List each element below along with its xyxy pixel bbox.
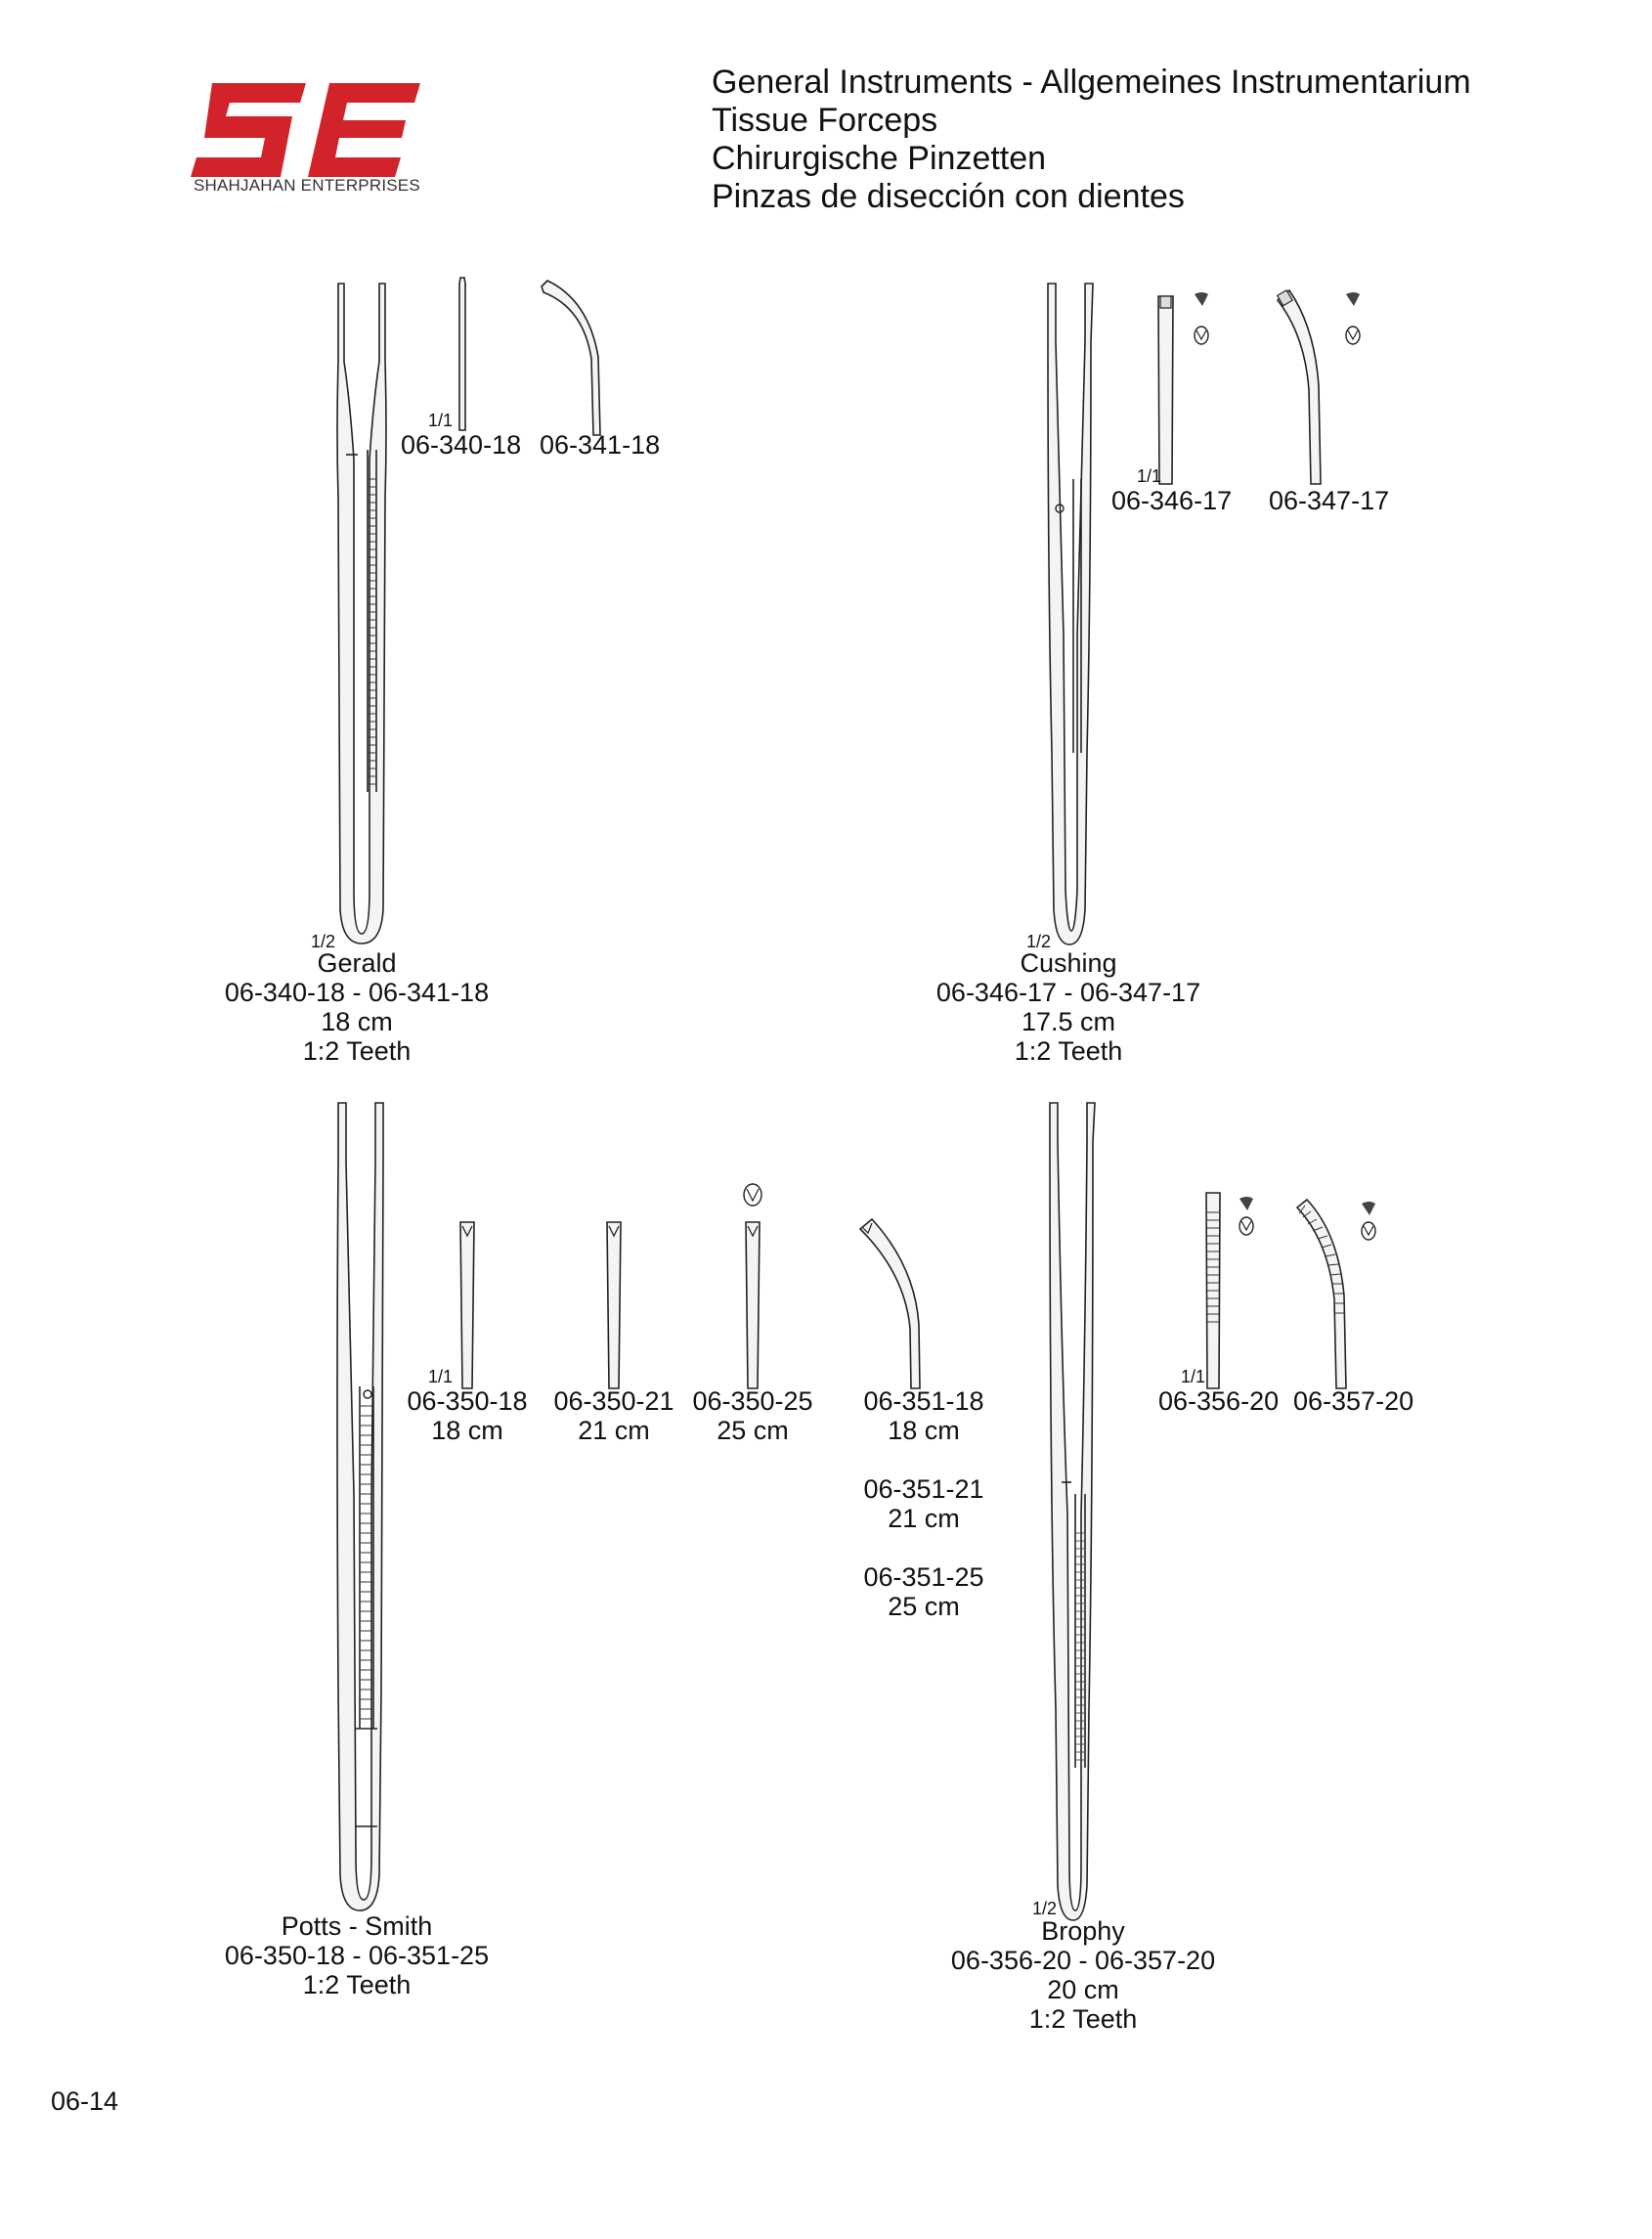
header-category: General Instruments - Allgemeines Instrumentarium [712, 64, 1471, 101]
brophy-name: Brophy [1041, 1916, 1125, 1946]
brophy-detail-code-1: 06-356-20 [1158, 1386, 1280, 1416]
potts-smith-forceps-drawing [330, 1103, 389, 1914]
cushing-teeth: 1:2 Teeth [1014, 1036, 1123, 1066]
brophy-forceps-drawing [1048, 1103, 1097, 1924]
gerald-scale: 1/2 [311, 932, 336, 951]
potts-smith-detail-3-size: 25 cm [717, 1416, 789, 1445]
brophy-product-block [936, 1916, 1230, 2034]
gerald-size: 18 cm [321, 1007, 393, 1036]
cushing-tip-straight [1153, 288, 1212, 484]
cushing-forceps-drawing [1046, 284, 1095, 948]
potts-smith-detail-4-code: 06-351-18 [863, 1386, 984, 1416]
brophy-tip-curved [1295, 1198, 1383, 1388]
cushing-detail-scale: 1/1 [1137, 466, 1162, 486]
potts-smith-detail-2-size: 21 cm [578, 1416, 650, 1445]
page-number: 06-14 [51, 2086, 119, 2116]
potts-smith-detail-6 [860, 1562, 987, 1621]
potts-smith-detail-6-code: 06-351-25 [863, 1562, 984, 1592]
gerald-detail-scale: 1/1 [428, 411, 454, 430]
cushing-size: 17.5 cm [1021, 1007, 1116, 1036]
cushing-tip-curved [1276, 288, 1364, 484]
potts-smith-name: Potts - Smith [281, 1911, 433, 1941]
potts-smith-detail-2-code: 06-350-21 [553, 1386, 674, 1416]
gerald-codes: 06-340-18 - 06-341-18 [224, 978, 490, 1007]
potts-smith-detail-1-code: 06-350-18 [407, 1386, 528, 1416]
gerald-tip-curved [540, 279, 613, 435]
header-title-de: Chirurgische Pinzetten [712, 140, 1047, 177]
cushing-detail-code-1: 06-346-17 [1111, 486, 1233, 515]
brophy-tip-straight [1202, 1193, 1261, 1388]
potts-smith-detail-5-size: 21 cm [888, 1504, 960, 1533]
potts-smith-tip-18 [457, 1222, 477, 1388]
page-header [712, 64, 1471, 216]
potts-smith-detail-1-size: 18 cm [431, 1416, 503, 1445]
gerald-teeth: 1:2 Teeth [302, 1036, 412, 1066]
potts-smith-detail-scale: 1/1 [428, 1367, 454, 1386]
potts-smith-detail-4 [860, 1386, 987, 1445]
header-title-en: Tissue Forceps [712, 102, 938, 139]
brophy-size: 20 cm [1047, 1975, 1119, 2004]
cushing-scale: 1/2 [1026, 932, 1052, 951]
header-title-es: Pinzas de disección con dientes [712, 178, 1185, 215]
potts-smith-detail-6-size: 25 cm [888, 1592, 960, 1621]
potts-smith-detail-4-size: 18 cm [888, 1416, 960, 1445]
potts-smith-tip-21 [604, 1222, 624, 1388]
brand-name: SHAHJAHAN ENTERPRISES [194, 176, 420, 195]
brophy-scale: 1/2 [1032, 1899, 1058, 1918]
potts-smith-tip-curved [858, 1217, 936, 1388]
potts-smith-tip-25 [738, 1183, 767, 1388]
cushing-name: Cushing [1020, 948, 1117, 978]
gerald-detail-code-2: 06-341-18 [540, 430, 661, 460]
brophy-teeth: 1:2 Teeth [1028, 2004, 1138, 2034]
cushing-detail-code-2: 06-347-17 [1269, 486, 1390, 515]
cushing-codes: 06-346-17 - 06-347-17 [935, 978, 1201, 1007]
brophy-detail-code-2: 06-357-20 [1293, 1386, 1414, 1416]
cushing-product-block [922, 948, 1215, 1066]
brophy-detail-scale: 1/1 [1181, 1367, 1206, 1386]
gerald-product-block [210, 948, 503, 1066]
gerald-forceps-drawing [332, 284, 391, 948]
brophy-codes: 06-356-20 - 06-357-20 [950, 1946, 1216, 1975]
potts-smith-detail-3-code: 06-350-25 [692, 1386, 813, 1416]
gerald-tip-straight [456, 274, 469, 430]
potts-smith-teeth: 1:2 Teeth [302, 1970, 412, 1999]
potts-smith-detail-2 [550, 1386, 677, 1445]
potts-smith-detail-3 [689, 1386, 816, 1445]
potts-smith-detail-5-code: 06-351-21 [863, 1474, 984, 1504]
gerald-detail-code-1: 06-340-18 [401, 430, 522, 460]
gerald-name: Gerald [317, 948, 397, 978]
potts-smith-detail-1 [404, 1386, 531, 1445]
potts-smith-product-block [210, 1911, 503, 1999]
potts-smith-codes: 06-350-18 - 06-351-25 [224, 1941, 490, 1970]
potts-smith-detail-5 [860, 1474, 987, 1533]
